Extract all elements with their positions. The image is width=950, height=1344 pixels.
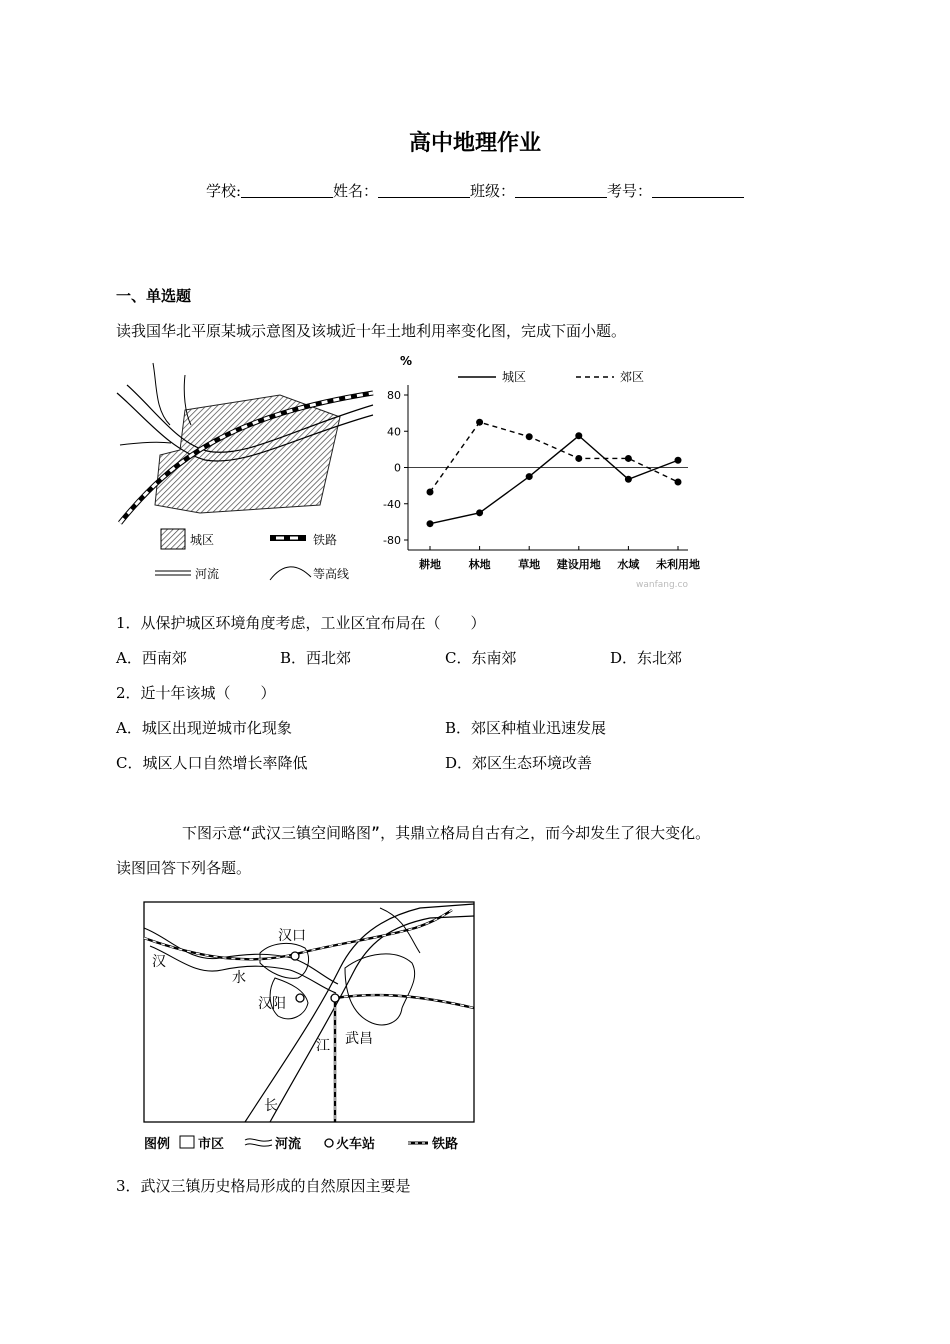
legend-contour-label: 等高线 [313,567,350,581]
x-tick-label: 水域 [617,558,640,571]
legend-title: 图例 [144,1137,171,1152]
train-stations [291,952,339,1002]
y-tick-label: 80 [387,389,401,402]
data-point [427,520,434,527]
watermark: wanfang.co [636,580,688,590]
map-frame [144,902,474,1122]
y-tick-label: -80 [383,534,401,547]
legend-river-label: 河流 [275,1137,302,1152]
intro-paragraph-2-line1: 下图示意“武汉三镇空间略图”，其鼎立格局自古有之，而今却发生了很大变化。 [182,824,711,842]
data-point [625,455,632,462]
legend-railway-label: 铁路 [313,533,338,547]
class-label: 班级： [470,182,516,200]
legend-label: 郊区 [620,370,645,384]
label-han: 汉 [152,954,166,970]
railways [144,910,474,1122]
data-point [476,509,483,516]
legend-label: 城区 [502,370,527,384]
student-info-line [0,180,950,201]
q2-option-d[interactable]: D．郊区生态环境改善 [445,754,593,772]
data-point [526,473,533,480]
legend-city-label: 市区 [198,1137,225,1152]
legend-city-swatch [161,529,185,549]
q1-option-c[interactable]: C．东南郊 [445,649,517,667]
city-area [155,395,340,513]
label-jiang: 江 [316,1038,330,1054]
y-tick-label: 40 [387,425,401,439]
data-point [675,457,682,464]
legend-station-swatch [325,1139,333,1147]
q1-option-b[interactable]: B．西北郊 [280,649,352,667]
q2-option-c[interactable]: C．城区人口自然增长率降低 [116,754,308,772]
x-tick-label: 未利用地 [656,558,700,571]
y-axis-label: % [400,354,413,368]
label-chang: 长 [264,1098,278,1114]
chart-labels [383,354,700,590]
school-label: 学校: [205,182,241,200]
legend-city-label: 城区 [190,533,215,547]
name-label: 姓名： [333,182,379,200]
class-blank[interactable] [515,183,607,198]
legend-river-swatch [155,571,191,575]
data-point [675,479,682,486]
data-point [526,433,533,440]
question-1-stem: 1．从保护城区环境角度考虑，工业区宜布局在（ ） [116,614,486,632]
chart-legend [458,370,644,384]
exam-no-label: 考号： [607,182,653,200]
land-use-change-chart [370,345,700,605]
contour-lines [120,363,191,445]
city-schematic-map [115,355,375,585]
question-3-stem: 3．武汉三镇历史格局形成的自然原因主要是 [116,1177,411,1195]
x-tick-label: 建设用地 [556,558,601,571]
label-hankou: 汉口 [278,928,306,944]
data-point [575,432,582,439]
q1-option-a[interactable]: A．西南郊 [116,649,187,667]
name-blank[interactable] [378,183,470,198]
label-hanyang: 汉阳 [258,996,286,1012]
data-point [476,419,483,426]
legend-contour-swatch [270,567,311,580]
label-shui: 水 [232,970,246,986]
legend-railway-swatch [270,535,306,541]
question-2-stem: 2．近十年该城（ ） [116,684,276,702]
wuhan-map [140,898,480,1158]
q2-option-a[interactable]: A．城区出现逆城市化现象 [116,719,292,737]
q1-option-d[interactable]: D．东北郊 [610,649,683,667]
legend-river-label: 河流 [195,567,220,581]
data-point [625,476,632,483]
data-point [575,455,582,462]
y-tick-label: -40 [383,497,401,511]
legend-river-swatch [245,1139,272,1146]
series-line-suburban [430,422,678,492]
label-wuchang: 武昌 [345,1031,373,1047]
legend-city-swatch [180,1136,194,1148]
q2-option-b[interactable]: B．郊区种植业迅速发展 [445,719,607,737]
intro-paragraph-1: 读我国华北平原某城示意图及该城近十年土地利用率变化图，完成下面小题。 [116,322,627,340]
intro-paragraph-2-line2: 读图回答下列各题。 [116,859,252,877]
x-tick-label: 耕地 [419,558,441,571]
legend-railway-label: 铁路 [432,1137,459,1152]
legend-station-label: 火车站 [336,1137,376,1152]
chart-series [427,419,682,528]
data-point [427,488,434,495]
section-heading: 一、单选题 [116,287,192,305]
school-blank[interactable] [241,183,333,198]
exam-no-blank[interactable] [652,183,744,198]
y-tick-label: 0 [394,461,401,475]
x-tick-label: 草地 [518,558,541,571]
series-line-urban [430,436,678,524]
page-title: 高中地理作业 [408,131,541,156]
x-tick-label: 林地 [468,558,491,571]
